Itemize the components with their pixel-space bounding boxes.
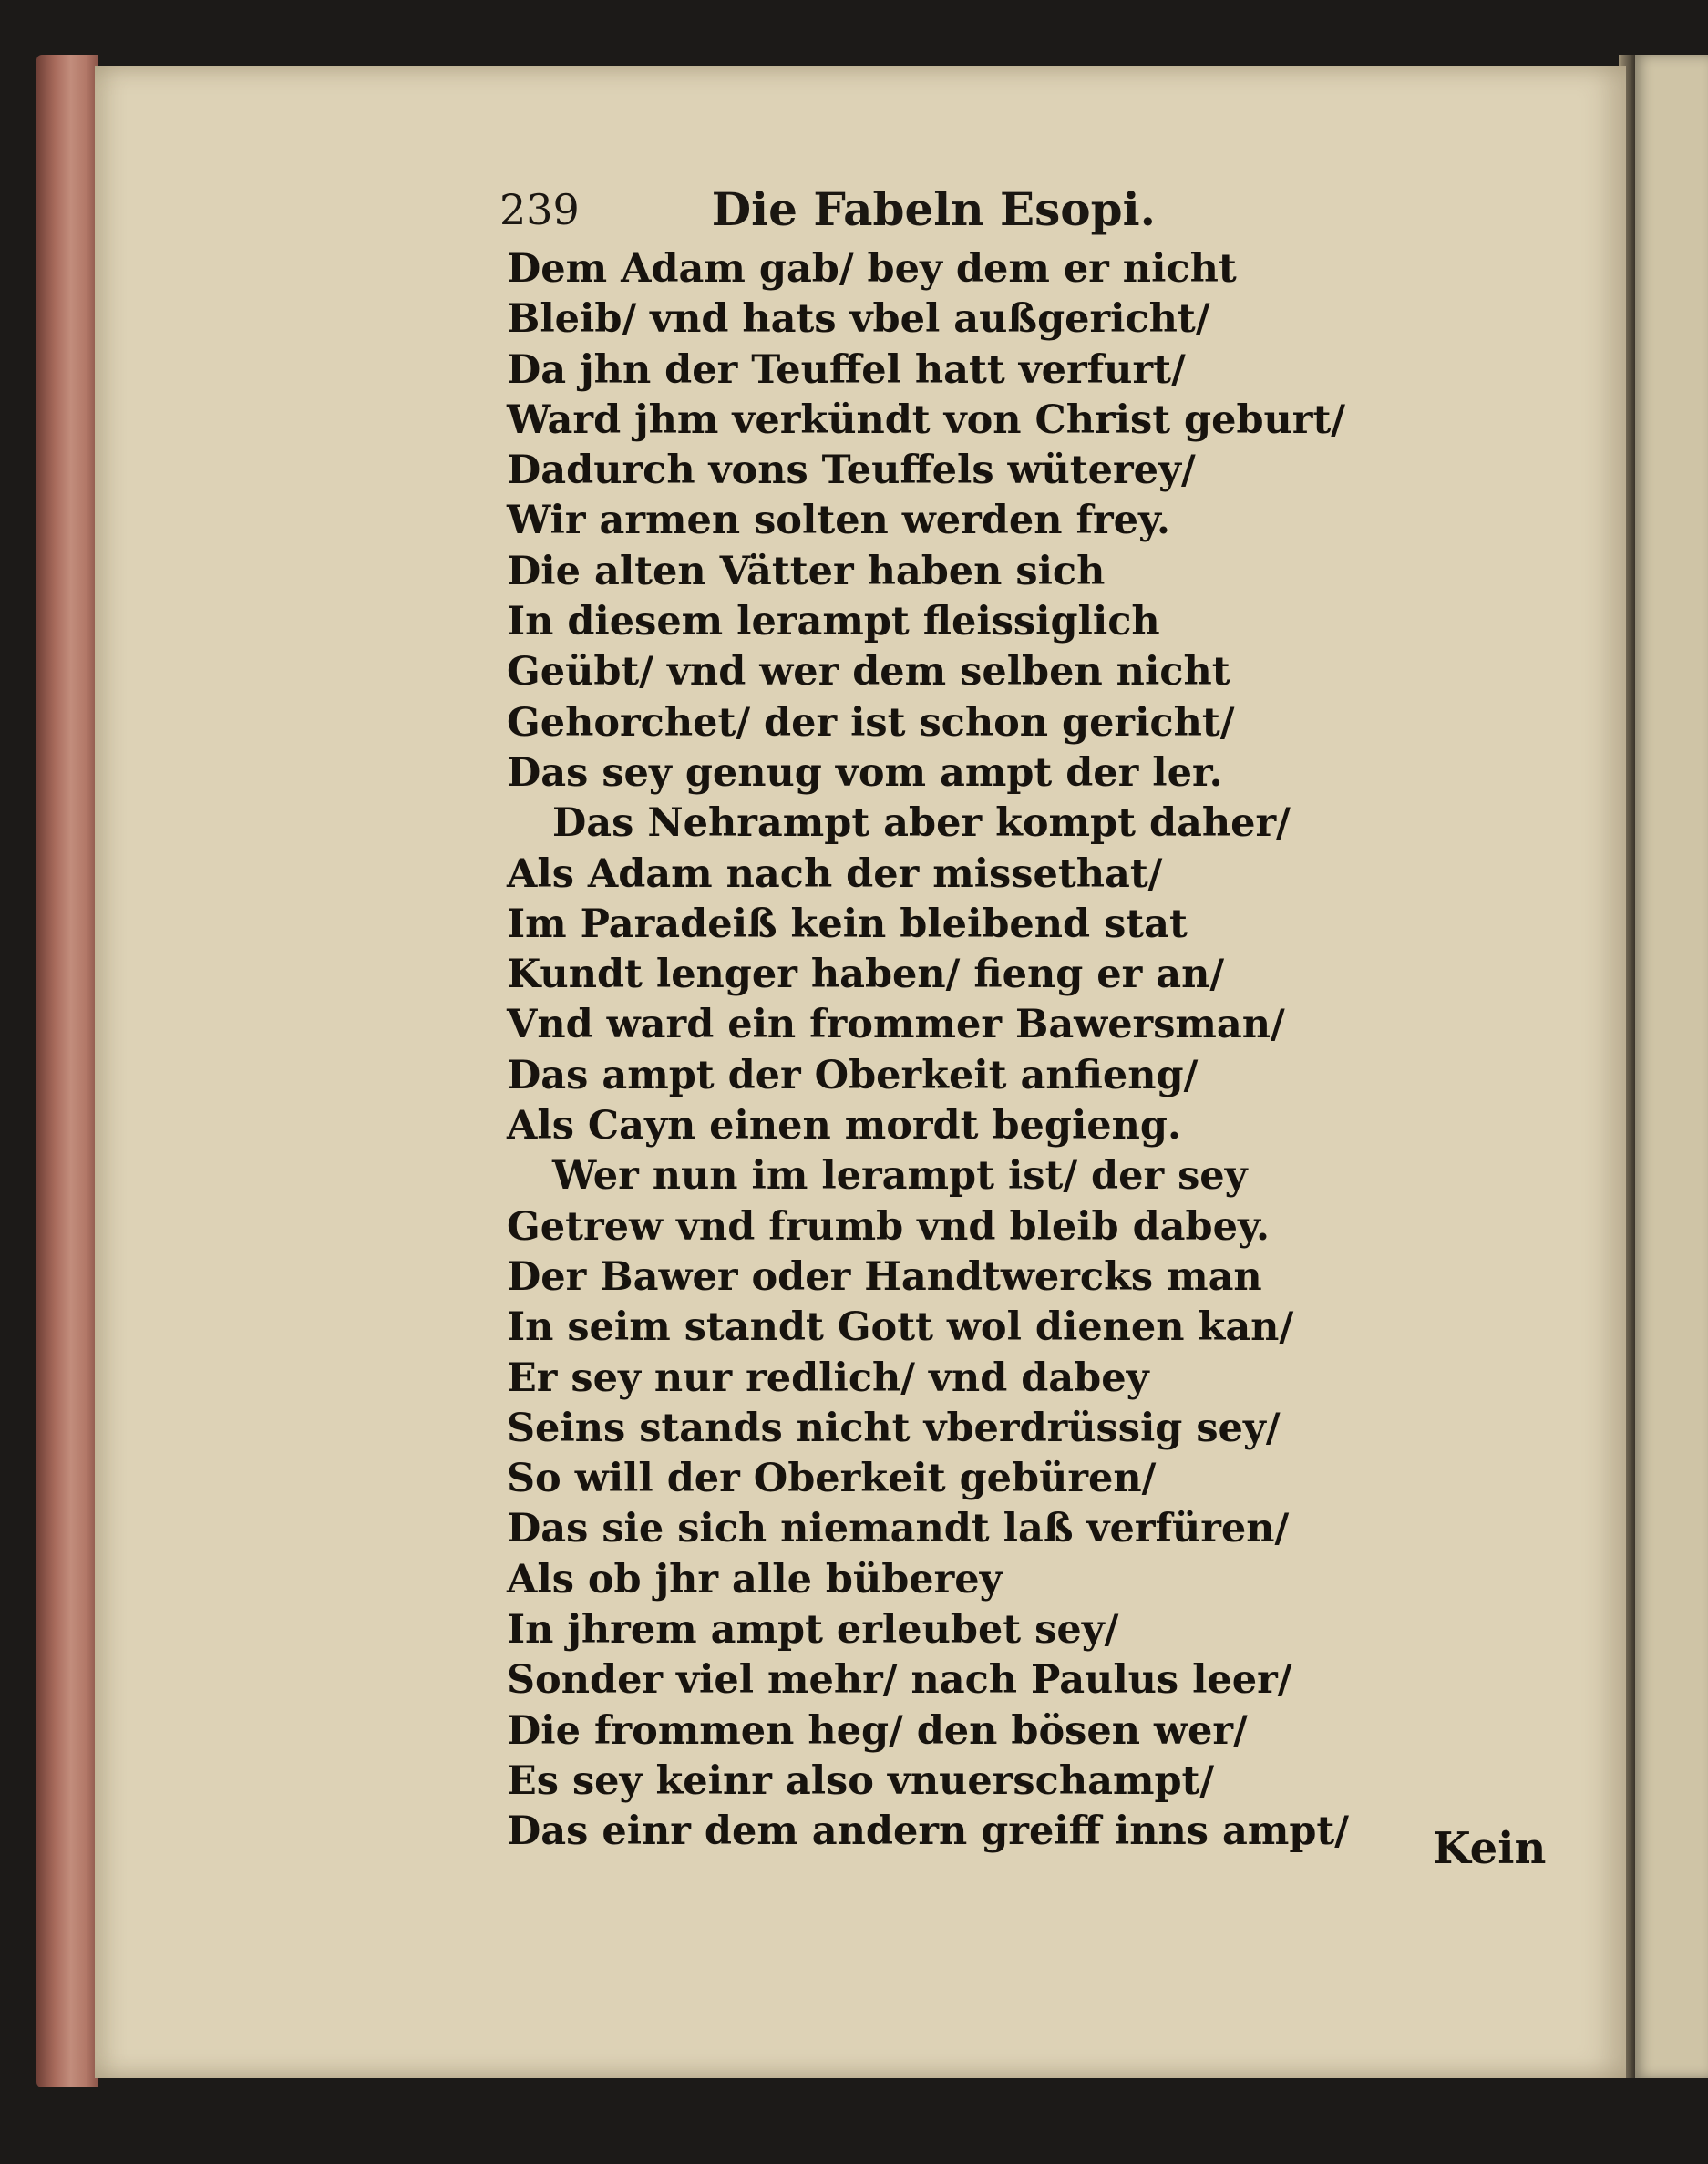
running-title: Die Fabeln Esopi.: [711, 182, 1156, 236]
verse-line: Das sie sich niemandt laß verfüren/: [507, 1506, 1290, 1552]
verse-line: Geübt/ vnd wer dem selben nicht: [507, 649, 1230, 696]
verse-text-block: [507, 244, 1349, 1858]
verse-line: Getrew vnd frumb vnd bleib dabey.: [507, 1203, 1270, 1250]
verse-line: In diesem lerampt fleissiglich: [507, 599, 1160, 645]
verse-line: Gehorchet/ der ist schon gericht/: [507, 699, 1235, 746]
verse-line: In seim standt Gott wol dienen kan/: [507, 1304, 1294, 1351]
verse-line: Das ampt der Oberkeit anfieng/: [507, 1052, 1199, 1098]
verse-line: Als Adam nach der missethat/: [507, 850, 1163, 897]
verse-line: Im Paradeiß kein bleibend stat: [507, 901, 1188, 947]
verse-line: Die alten Vätter haben sich: [507, 548, 1106, 594]
verse-line: Ward jhm verkündt von Christ geburt/: [507, 397, 1346, 443]
verse-line: Kundt lenger haben/ fieng er an/: [507, 952, 1225, 998]
verse-line: Wer nun im lerampt ist/ der sey: [552, 1153, 1248, 1200]
verse-line: Wir armen solten werden frey.: [507, 498, 1170, 544]
verse-line: In jhrem ampt erleubet sey/: [507, 1607, 1119, 1654]
verse-line: Das Nehrampt aber kompt daher/: [552, 800, 1291, 847]
adjacent-page-edge: [1633, 55, 1708, 2078]
verse-line: Es sey keinr also vnuerschampt/: [507, 1757, 1215, 1804]
verse-line: Vnd ward ein frommer Bawersman/: [507, 1002, 1285, 1048]
verse-line: Er sey nur redlich/ vnd dabey: [507, 1355, 1149, 1401]
verse-line: Der Bawer oder Handtwercks man: [507, 1253, 1262, 1300]
verse-line: Das sey genug vom ampt der ler.: [507, 749, 1223, 796]
book-spine-edge: [36, 55, 98, 2087]
verse-line: Bleib/ vnd hats vbel außgericht/: [507, 296, 1210, 343]
catchword: Kein: [1433, 1823, 1547, 1874]
verse-line: Dem Adam gab/ bey dem er nicht: [507, 246, 1237, 292]
verse-line: So will der Oberkeit gebüren/: [507, 1456, 1157, 1502]
verse-line: Die frommen heg/ den bösen wer/: [507, 1707, 1248, 1754]
verse-line: Seins stands nicht vberdrüssig sey/: [507, 1405, 1281, 1451]
page-number: 239: [499, 185, 580, 234]
verse-line: Das einr dem andern greiff inns ampt/: [507, 1808, 1349, 1855]
page-header: [499, 182, 1174, 237]
verse-line: Da jhn der Teuffel hatt verfurt/: [507, 346, 1186, 393]
verse-line: Sonder viel mehr/ nach Paulus leer/: [507, 1657, 1292, 1704]
verse-line: Als Cayn einen mordt begieng.: [507, 1103, 1181, 1149]
verse-line: Dadurch vons Teuffels wüterey/: [507, 448, 1196, 494]
verse-line: Als ob jhr alle büberey: [507, 1556, 1003, 1602]
